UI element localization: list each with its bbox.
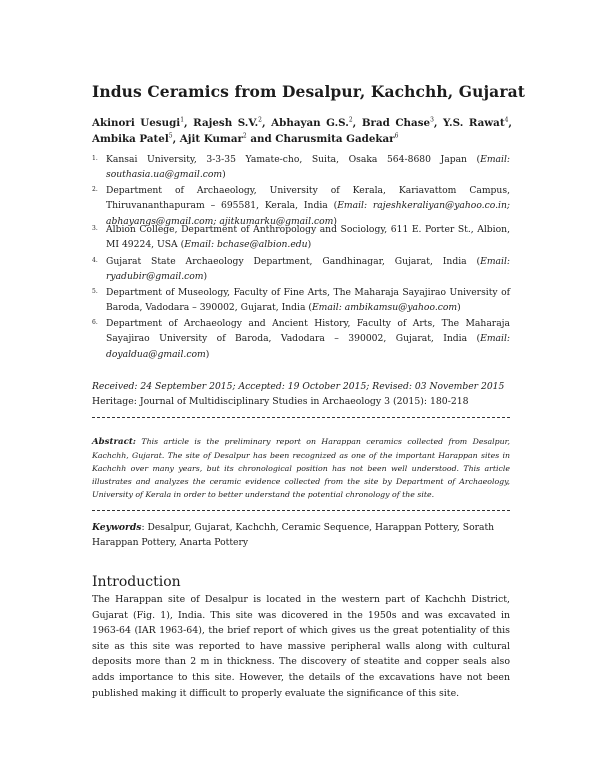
section-heading-introduction: Introduction <box>92 574 181 590</box>
paper-title: Indus Ceramics from Desalpur, Kachchh, Gujarat <box>92 82 525 101</box>
author: Ambika Patel$^5$, <box>92 132 180 145</box>
affiliation-email[interactable]: Email: ambikamsu@yahoo.com <box>311 302 458 314</box>
affiliation-1: 1. Kansai University, 3-3-35 Yamate-cho, Suita, Osaka 564-8680 Japan (Email: southasia.ua@gmail.com) <box>92 154 510 181</box>
dashed-divider <box>92 417 510 418</box>
received-dates: Received: 24 September 2015; Accepted: 19 October 2015; Revised: 03 November 2015 <box>92 381 505 392</box>
journal-citation: Heritage: Journal of Multidisciplinary Studies in Archaeology 3 (2015): 180-218 <box>92 396 469 407</box>
affiliation-email[interactable]: Email: southasia.ua@gmail.com <box>106 154 510 181</box>
affiliation-5: 5. Department of Museology, Faculty of Fine Arts, The Maharaja Sayajirao University of Baroda, Vadodara – 390002, Gujarat, India (Email: ambikamsu@yahoo.com) <box>92 287 510 314</box>
dashed-divider <box>92 510 510 511</box>
abstract-text: This article is the preliminary report on Harappan ceramics collected from Desalpur, Kachchh, Gujarat. The site of Desalpur has been recognized as one of the important Harappan sites in Kachchh over many years, but its chronological position has not been well understood. This article illustrates and analyzes the ceramic evidence collected from the site by Department of Archaeology, University of Kerala in order to better understand the potential chronology of the site. <box>92 437 510 499</box>
affiliation-2: 2. Department of Archaeology, University of Kerala, Kariavattom Campus, Thiruvananthapuram – 695581, Kerala, India (Email: rajeshkeraliyan@yahoo.co.in; abhayangs@gmail.com; ajitkumarku@gmail.com) <box>92 185 510 227</box>
author: Rajesh S.V.$^2$, <box>193 116 272 129</box>
abstract-label: Abstract: <box>92 437 136 447</box>
affiliation-6: 6. Department of Archaeology and Ancient History, Faculty of Arts, The Maharaja Sayajirao University of Baroda, Vadodara – 390002, Gujarat, India (Email: doyaldua@gmail.com) <box>92 318 510 360</box>
author: Charusmita Gadekar$^6$ <box>275 132 399 145</box>
introduction-paragraph: The Harappan site of Desalpur is located in the western part of Kachchh District, Gujarat (Fig. 1), India. This site was dicovered in the 1950s and was excavated in 1963-64 (IAR 1963-64), the brief report of which gives us the great potentiality of this site as this site was reported to have massive peripheral walls along with cultural deposits more than 2 m in thickness. The discovery of steatite and copper seals also adds importance to this site. However, the details of the excavations have not been published making it difficult to properly evaluate the significance of this site. <box>92 594 510 699</box>
affiliation-4: 4. Gujarat State Archaeology Department, Gandhinagar, Gujarat, India (Email: ryadubir@gmail.com) <box>92 256 510 283</box>
keywords-text: : Desalpur, Gujarat, Kachchh, Ceramic Sequence, Harappan Pottery, Sorath Harappan Pottery, Anarta Pottery <box>92 522 495 548</box>
author: Ajit Kumar$^2$ and <box>179 132 276 145</box>
affiliation-email[interactable]: Email: bchase@albion.edu <box>184 239 308 251</box>
keywords-label: Keywords <box>92 522 142 533</box>
affiliation-email[interactable]: Email: doyaldua@gmail.com <box>106 333 510 360</box>
affiliation-email[interactable]: Email: rajeshkeraliyan@yahoo.co.in; abhayangs@gmail.com; ajitkumarku@gmail.com <box>106 200 510 227</box>
author: Abhayan G.S.$^2$, <box>271 116 362 129</box>
author: Brad Chase$^3$, <box>361 116 444 129</box>
author: Akinori Uesugi$^1$, <box>92 116 194 129</box>
affiliation-3: 3. Albion College, Department of Anthropology and Sociology, 611 E. Porter St., Albion, MI 49224, USA (Email: bchase@albion.edu) <box>92 224 510 251</box>
author-list <box>92 115 512 147</box>
keywords <box>92 520 510 550</box>
abstract <box>92 435 510 501</box>
affiliation-email[interactable]: Email: ryadubir@gmail.com <box>106 256 510 283</box>
author: Y.S. Rawat$^4$, <box>443 116 513 129</box>
